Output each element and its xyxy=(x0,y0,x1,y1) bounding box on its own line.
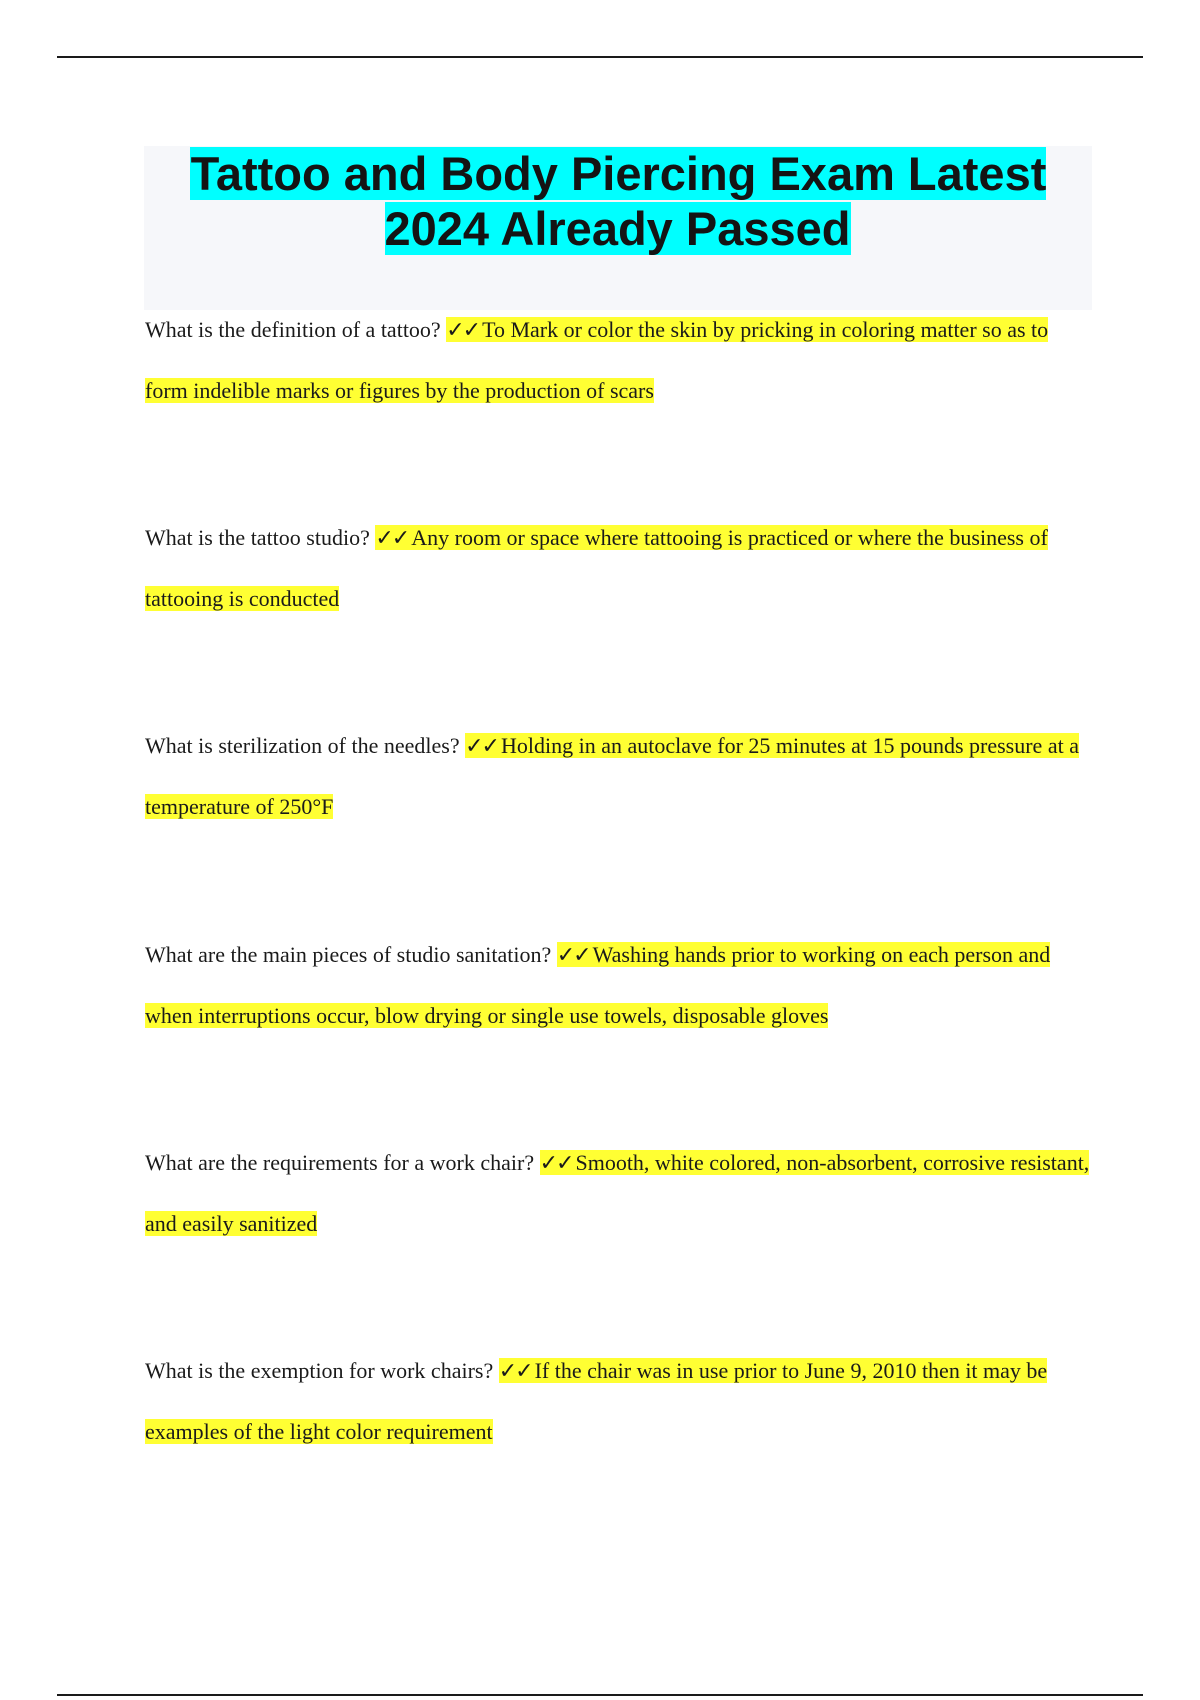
question-text: What is the tattoo studio? xyxy=(145,525,370,550)
question-text: What are the requirements for a work chair? xyxy=(145,1150,535,1175)
qa-item-5 xyxy=(145,1133,1095,1254)
question-text: What is sterilization of the needles? xyxy=(145,733,460,758)
qa-item-6 xyxy=(145,1341,1095,1462)
double-check-icon: ✓✓ xyxy=(446,318,480,343)
qa-item-1 xyxy=(145,300,1095,421)
question-text: What is the exemption for work chairs? xyxy=(145,1358,494,1383)
double-check-icon: ✓✓ xyxy=(498,1359,532,1384)
double-check-icon: ✓✓ xyxy=(465,734,498,759)
answer-text: To Mark or color the skin by pricking in coloring matter so as to form indelible marks or figures by the production of scars xyxy=(145,317,1049,403)
qa-item-2 xyxy=(145,508,1095,629)
question-text: What is the definition of a tattoo? xyxy=(145,317,441,342)
qa-item-3 xyxy=(145,716,1095,837)
bottom-rule xyxy=(57,1694,1143,1696)
page-title xyxy=(144,146,1092,256)
answer-text: If the chair was in use prior to June 9, 2010 then it may be examples of the light color requirement xyxy=(145,1358,1048,1444)
answer-text: Holding in an autoclave for 25 minutes at 15 pounds pressure at a temperature of 250°F xyxy=(145,733,1079,819)
double-check-icon: ✓✓ xyxy=(375,526,409,551)
question-text: What are the main pieces of studio sanitation? xyxy=(145,942,552,967)
double-check-icon: ✓✓ xyxy=(539,1151,573,1176)
double-check-icon: ✓✓ xyxy=(556,943,590,968)
answer-text: Smooth, white colored, non-absorbent, corrosive resistant, and easily sanitized xyxy=(145,1150,1090,1236)
qa-item-4 xyxy=(145,925,1095,1046)
answer-text: Any room or space where tattooing is practiced or where the business of tattooing is conducted xyxy=(145,525,1048,611)
page-title-text: Tattoo and Body Piercing Exam Latest 2024 Already Passed xyxy=(190,147,1047,255)
top-rule xyxy=(57,56,1143,58)
answer-text: Washing hands prior to working on each person and when interruptions occur, blow drying or single use towels, disposable gloves xyxy=(145,942,1051,1028)
title-block xyxy=(144,146,1092,310)
